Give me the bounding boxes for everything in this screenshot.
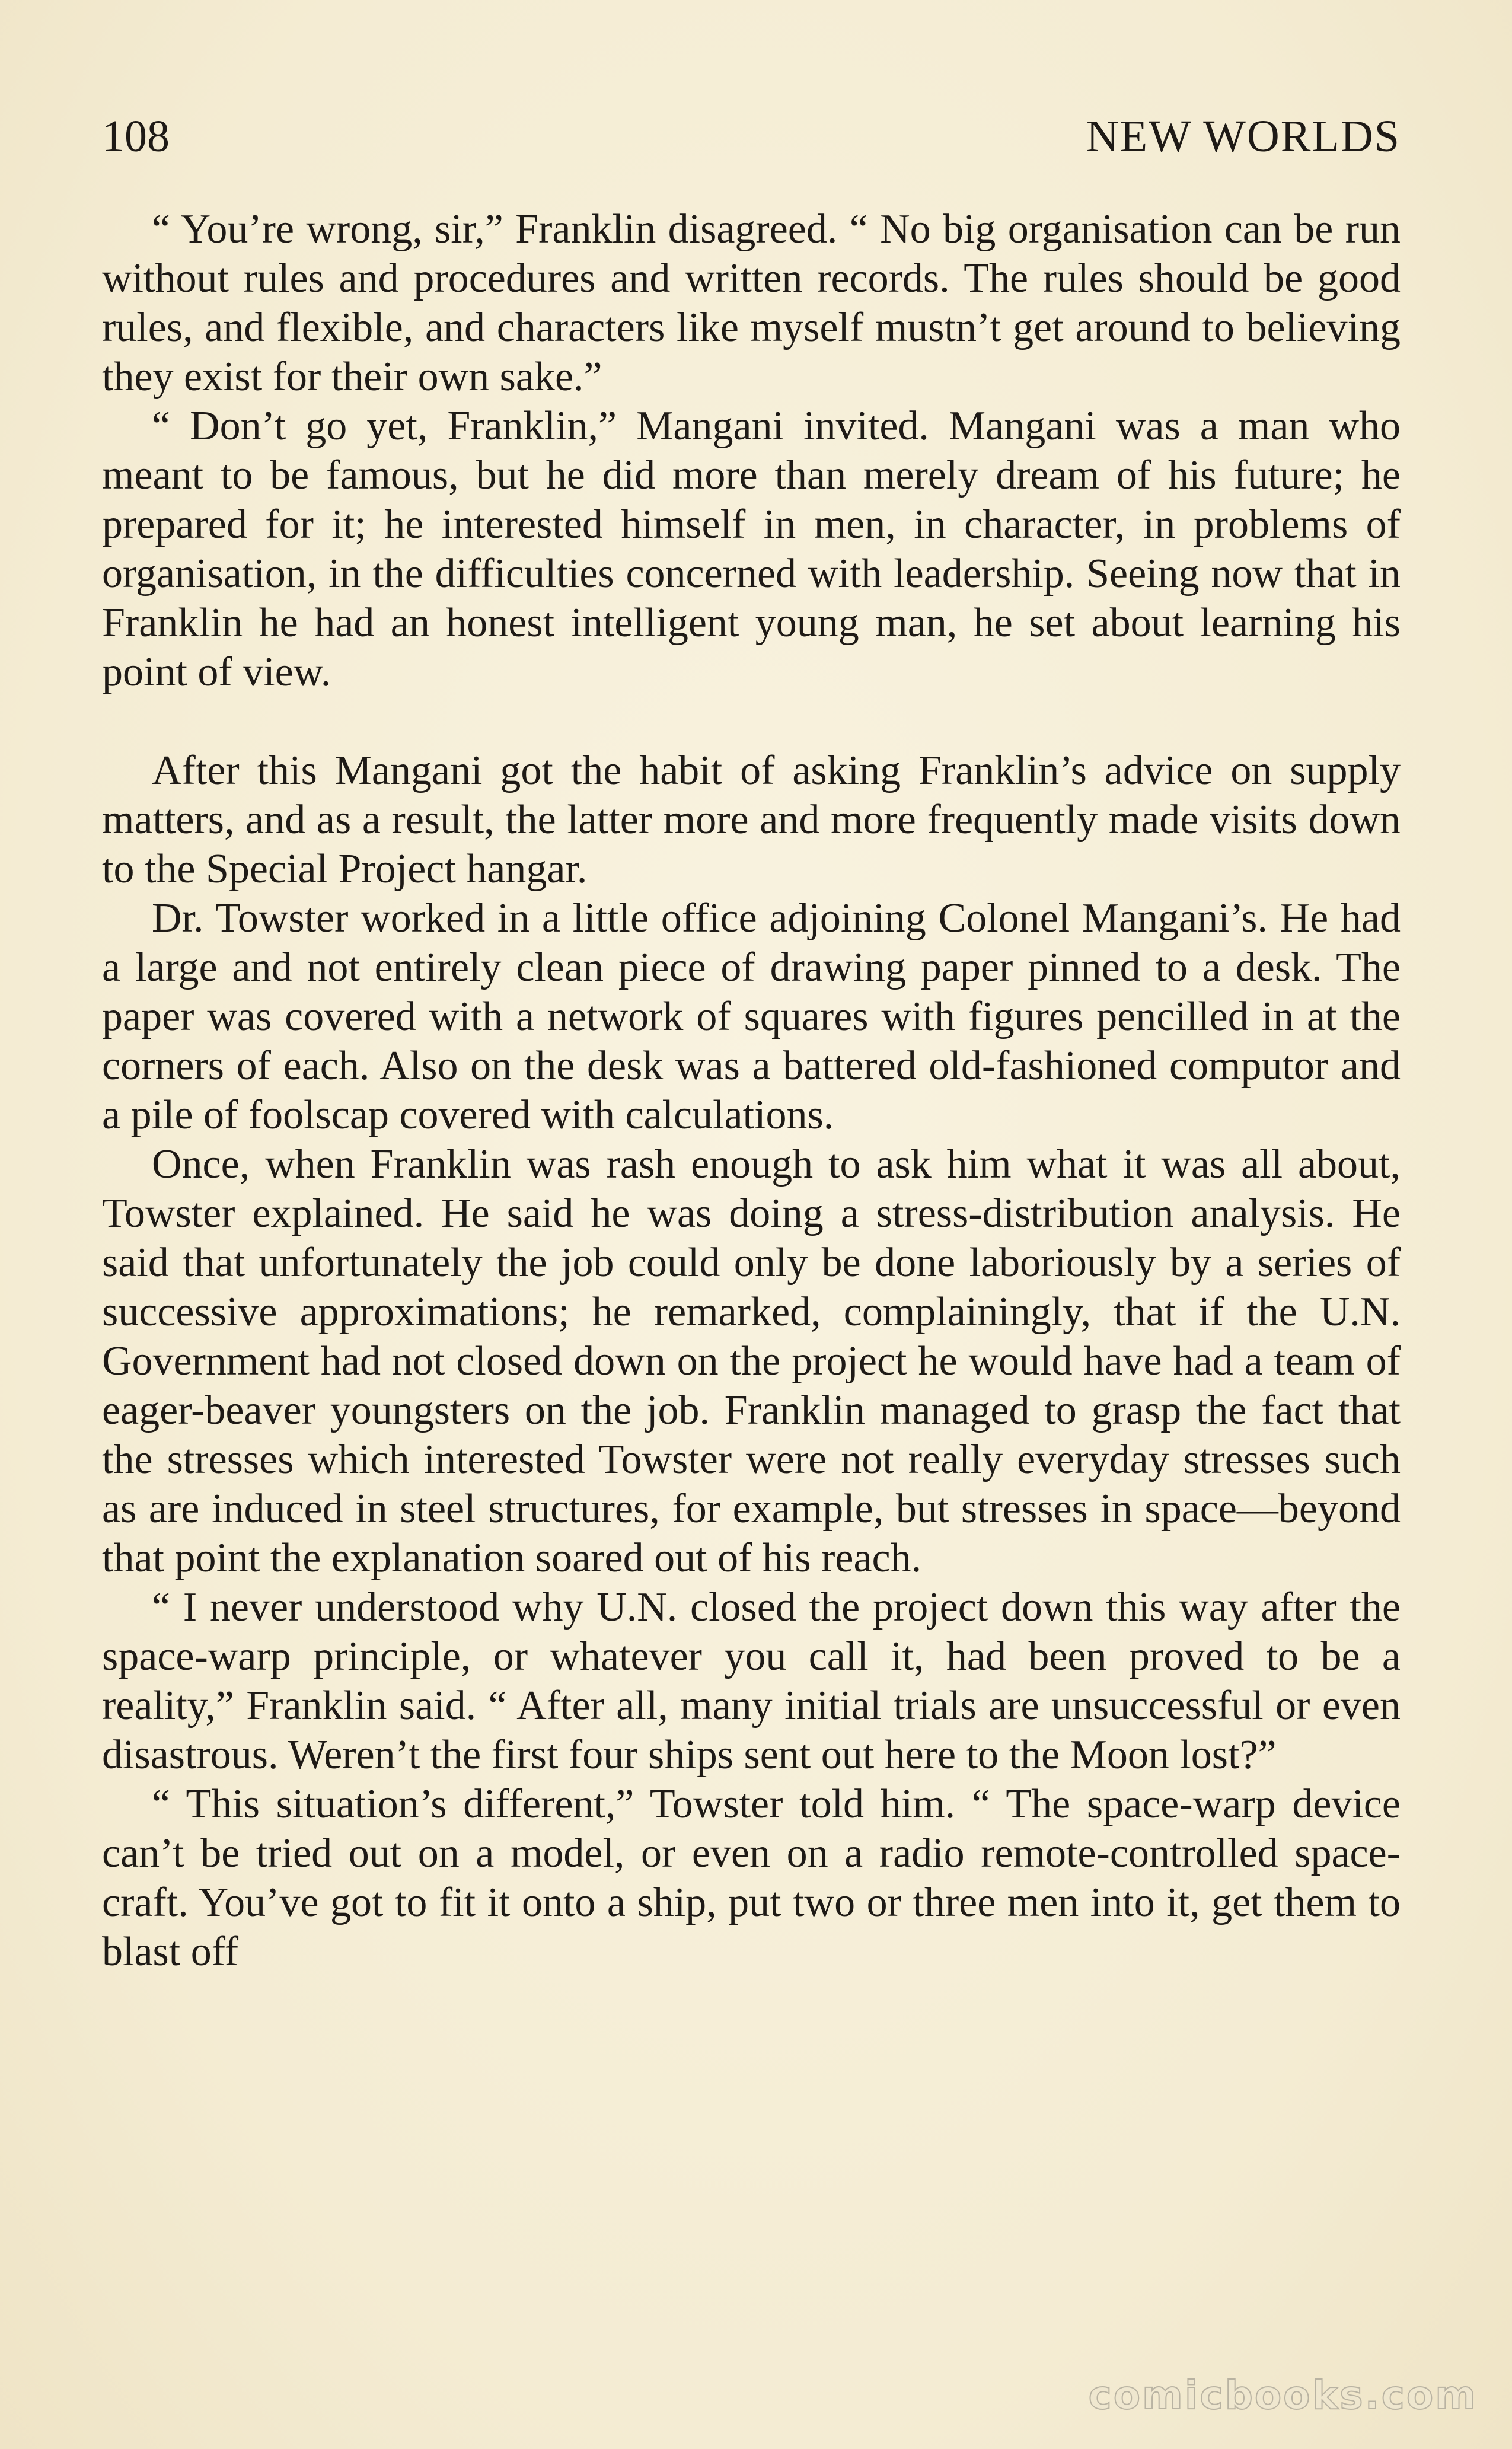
paragraph: “ Don’t go yet, Franklin,” Mangani invited. Mangani was a man who meant to be famous, but he did more than merely dream of his future; he prepared for it; he interested himself in men, in character, in problems of organisation, in the difficulties concerned with leadership. Seeing now that in Franklin he had an honest intelligent young man, he set about learning his point of view. — [102, 403, 1401, 695]
paragraph: Dr. Towster worked in a little office adjoining Colonel Mangani’s. He had a large and not entirely clean piece of drawing paper pinned to a desk. The paper was covered with a network of squares with figures pencilled in at the corners of each. Also on the desk was a battered old-fashioned computor and a pile of foolscap covered with calculations. — [102, 895, 1401, 1138]
paragraph: “ This situation’s different,” Towster told him. “ The space-warp device can’t be tried out on a model, or even on a radio remote-controlled space-craft. You’ve got to fit it onto a ship, put two or three men into it, get them to blast off — [102, 1781, 1401, 1975]
page-header — [102, 107, 1401, 166]
paragraph: “ You’re wrong, sir,” Franklin disagreed. “ No big organisation can be run without rules and procedures and written records. The rules should be good rules, and flexible, and characters like myself mustn’t get around to believing they exist for their own sake.” — [102, 206, 1401, 400]
watermark: comicbooks.com — [1088, 2373, 1478, 2418]
story-text — [102, 205, 1401, 1976]
paragraph: “ I never understood why U.N. closed the project down this way after the space-warp principle, or whatever you call it, had been proved to be a reality,” Franklin said. “ After all, many initial trials are unsuccessful or even disastrous. Weren’t the first four ships sent out here to the Moon lost?” — [102, 1584, 1401, 1778]
running-title: NEW WORLDS — [1086, 111, 1401, 161]
page-number: 108 — [102, 111, 170, 161]
paragraph: Once, when Franklin was rash enough to ask him what it was all about, Towster explained. He said he was doing a stress-distribution analysis. He said that unfortunately the job could only be done laboriously by a series of successive approximations; he remarked, complainingly, that if the U.N. Government had not closed down on the project he would have had a team of eager-beaver youngsters on the job. Franklin managed to grasp the fact that the stresses which interested Towster were not really everyday stresses such as are induced in steel structures, for example, but stresses in space—beyond that point the explanation soared out of his reach. — [102, 1141, 1401, 1581]
paragraph: After this Mangani got the habit of asking Franklin’s advice on supply matters, and as a result, the latter more and more frequently made visits down to the Special Project hangar. — [102, 748, 1401, 892]
